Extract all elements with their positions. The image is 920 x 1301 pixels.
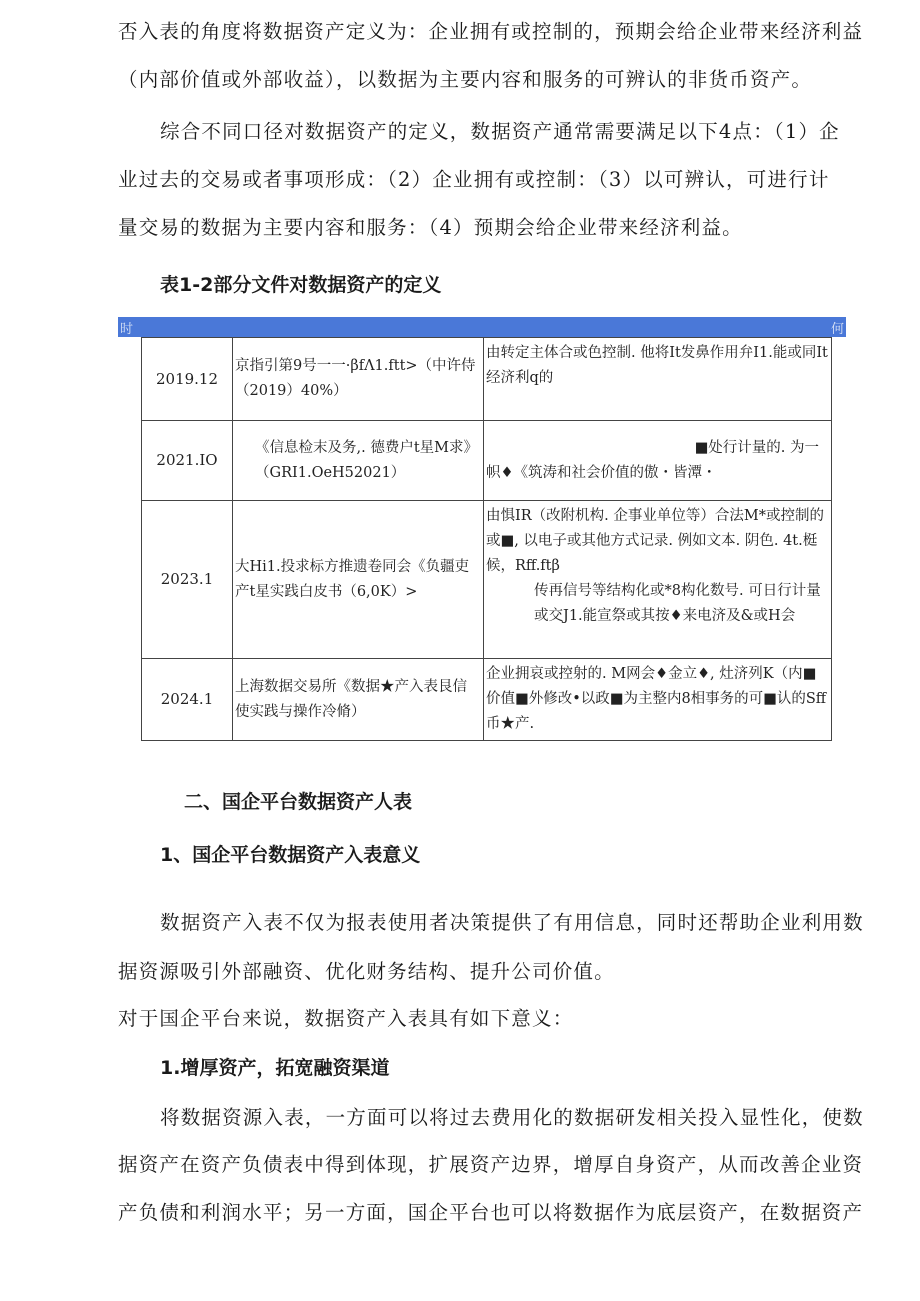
table-caption: 表1-2部分文件对数据资产的定义: [160, 274, 442, 296]
document-cell: 大Hi1.投求标方推遗卷同会《负疆吏产t星实践白皮书（6,0K）>: [233, 501, 484, 659]
definition-text-b: 传再信号等结构化或*8构化数号. 可日行计量或交J1.能宣祭或其按♦来电济及&或H会: [534, 583, 821, 624]
table-row: [142, 501, 832, 659]
table-row: [142, 659, 832, 741]
document-cell: 《信息检末及务,. 德费户t星M求》（GRI1.OeH52021）: [233, 421, 484, 501]
definition-cell: 由转定主体合或色控制. 他将It发鼻作用弁I1.能或同It经济利q的: [484, 338, 832, 421]
definitions-table: [141, 337, 832, 741]
intro-line-1: 否入表的角度将数据资产定义为：企业拥有或控制的，预期会给企业带来经济利益: [118, 20, 864, 43]
subsection-title: 1、国企平台数据资产入表意义: [160, 844, 421, 866]
para3-line-1: 将数据资源入表，一方面可以将过去费用化的数据研发相关投入显性化，使数: [160, 1106, 864, 1129]
year-cell: 2019.12: [142, 338, 233, 421]
year-cell: 2024.1: [142, 659, 233, 741]
document-cell: 京指引第9号一一·βfΛ1.ftt>（中许侍（2019）40%）: [233, 338, 484, 421]
year-cell: 2021.IO: [142, 421, 233, 501]
point1-title: 1.增厚资产，拓宽融资渠道: [160, 1057, 390, 1079]
para1-line-1: 数据资产入表不仅为报表使用者决策提供了有用信息，同时还帮助企业利用数: [160, 911, 864, 934]
summary-line-1: 综合不同口径对数据资产的定义，数据资产通常需要满足以下4点：（1）企: [160, 120, 840, 143]
table-header-left: 时: [120, 322, 134, 337]
section-title: 二、国企平台数据资产人表: [184, 791, 413, 813]
table-header-right: 何: [830, 322, 844, 337]
definition-cell: 企业拥哀或控射的. M网会♦金立♦, 灶济列K（内■价值■外修改•以政■为主整内8相事务的可■认的Sff币★产.: [484, 659, 832, 741]
table-row: [142, 338, 832, 421]
definition-cell: [484, 501, 832, 659]
definition-text-b: 帜♦《筑涛和社会价值的傲・皆潭・: [486, 464, 717, 481]
definition-text-a: 由惧IR（改附机构. 企事业单位等）合法M*或控制的或■, 以电子或其他方式记录. 例如文本. 阴色. 4t.梃候，Rff.ftβ: [486, 508, 824, 574]
table-header-bar: [118, 317, 846, 337]
definition-text-a: ■处行计量的. 为一: [694, 439, 819, 456]
para3-line-2: 据资产在资产负债表中得到体现，扩展资产边界，增厚自身资产，从而改善企业资: [118, 1153, 864, 1176]
year-cell: 2023.1: [142, 501, 233, 659]
table-row: [142, 421, 832, 501]
document-cell: 上海数据交易所《数据★产入表艮信使实践与操作冷脩）: [233, 659, 484, 741]
definition-cell: [484, 421, 832, 501]
para3-line-3: 产负债和利润水平；另一方面，国企平台也可以将数据作为底层资产，在数据资产: [118, 1201, 864, 1224]
summary-line-3: 量交易的数据为主要内容和服务：（4）预期会给企业带来经济利益。: [118, 216, 743, 239]
intro-line-2: （内部价值或外部收益），以数据为主要内容和服务的可辨认的非货币资产。: [118, 68, 813, 91]
para2-line: 对于国企平台来说，数据资产入表具有如下意义：: [118, 1007, 574, 1030]
para1-line-2: 据资源吸引外部融资、优化财务结构、提升公司价值。: [118, 960, 615, 983]
summary-line-2: 业过去的交易或者事项形成：（2）企业拥有或控制：（3）以可辨认，可进行计: [118, 168, 830, 191]
